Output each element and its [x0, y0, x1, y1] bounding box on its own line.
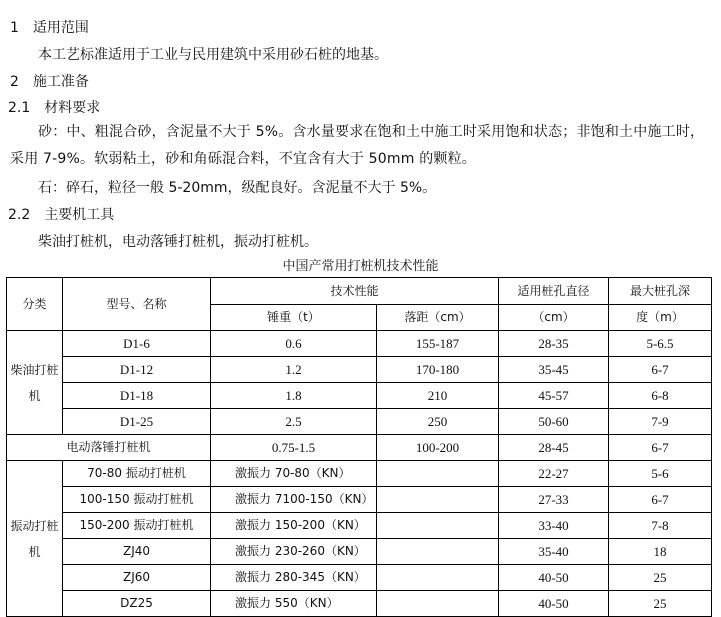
table-row [7, 461, 712, 487]
cell-depth: 7-9 [609, 409, 712, 435]
cell-force: 激振力 70-80（KN） [211, 461, 377, 487]
cell-diameter: 40-50 [499, 591, 609, 617]
cell-drop: 210 [377, 383, 499, 409]
cell-depth: 5-6.5 [609, 331, 712, 357]
table-row [7, 591, 712, 617]
cell-model: 70-80 振动打桩机 [63, 461, 211, 487]
scope-paragraph: 本工艺标准适用于工业与民用建筑中采用砂石桩的地基。 [38, 47, 388, 63]
sand-paragraph: 砂：中、粗混合砂，含泥量不大于 5%。含水量要求在饱和土中施工时采用饱和状态；非饱和土中施工时，采用 7-9%。软弱粘土，砂和角砾混合料，不宜含有大于 50mm 的颗粒。 [10, 124, 705, 167]
table-row [7, 539, 712, 565]
cell-diameter: 33-40 [499, 513, 609, 539]
cell-force: 激振力 550（KN） [211, 591, 377, 617]
cell-depth: 25 [609, 565, 712, 591]
cell-model: ZJ40 [63, 539, 211, 565]
header-tech: 技术性能 [211, 278, 499, 305]
pile-driver-table [6, 277, 712, 617]
header-drop-height: 落距（cm） [377, 305, 499, 331]
table-row [7, 435, 712, 461]
cell-diameter: 27-33 [499, 487, 609, 513]
cell-diameter: 28-45 [499, 435, 609, 461]
table-header-row [7, 278, 712, 305]
cell-diameter: 45-57 [499, 383, 609, 409]
cell-force: 激振力 280-345（KN） [211, 565, 377, 591]
cell-diameter: 28-35 [499, 331, 609, 357]
cell-drop: 100-200 [377, 435, 499, 461]
header-category: 分类 [7, 278, 63, 331]
cell-diameter: 22-27 [499, 461, 609, 487]
header-model: 型号、名称 [63, 278, 211, 331]
table-row [7, 565, 712, 591]
header-diameter-line1: 适用桩孔直径 [499, 278, 609, 305]
cell-diameter: 35-45 [499, 357, 609, 383]
table-row [7, 331, 712, 357]
cell-drop-empty [377, 487, 499, 513]
cell-depth: 6-7 [609, 357, 712, 383]
cell-depth: 6-8 [609, 383, 712, 409]
cell-depth: 5-6 [609, 461, 712, 487]
cell-drop: 250 [377, 409, 499, 435]
section-heading-preparation: 2 施工准备 [10, 74, 89, 90]
cell-model: 150-200 振动打桩机 [63, 513, 211, 539]
subsection-heading-tools: 2.2 主要机工具 [8, 207, 115, 223]
cell-force: 激振力 150-200（KN） [211, 513, 377, 539]
cell-depth: 7-8 [609, 513, 712, 539]
header-depth-line2: 度（m） [609, 305, 712, 331]
cell-force: 激振力 7100-150（KN） [211, 487, 377, 513]
group-vibro: 振动打桩机 [7, 461, 63, 617]
cell-drop: 170-180 [377, 357, 499, 383]
cell-drop: 155-187 [377, 331, 499, 357]
cell-model: 100-150 振动打桩机 [63, 487, 211, 513]
header-diameter-line2: （cm） [499, 305, 609, 331]
cell-model: D1-18 [63, 383, 211, 409]
subsection-heading-materials: 2.1 材料要求 [8, 100, 101, 116]
cell-weight: 1.2 [211, 357, 377, 383]
cell-diameter: 40-50 [499, 565, 609, 591]
cell-weight: 2.5 [211, 409, 377, 435]
table-row [7, 487, 712, 513]
gravel-paragraph: 石：碎石，粒径一般 5-20mm，级配良好。含泥量不大于 5%。 [38, 180, 437, 196]
group-diesel: 柴油打桩机 [7, 331, 63, 435]
section-heading-scope: 1 适用范围 [10, 20, 89, 36]
cell-model: D1-25 [63, 409, 211, 435]
cell-depth: 18 [609, 539, 712, 565]
cell-weight: 0.75-1.5 [211, 435, 377, 461]
cell-depth: 6-7 [609, 435, 712, 461]
group-electric: 电动落锤打桩机 [7, 435, 211, 461]
cell-depth: 6-7 [609, 487, 712, 513]
table-row [7, 513, 712, 539]
cell-depth: 25 [609, 591, 712, 617]
cell-diameter: 50-60 [499, 409, 609, 435]
header-hammer-weight: 锤重（t） [211, 305, 377, 331]
table-row [7, 409, 712, 435]
cell-force: 激振力 230-260（KN） [211, 539, 377, 565]
cell-model: D1-6 [63, 331, 211, 357]
tools-paragraph: 柴油打桩机，电动落锤打桩机，振动打桩机。 [38, 234, 318, 250]
cell-weight: 1.8 [211, 383, 377, 409]
cell-drop-empty [377, 565, 499, 591]
cell-weight: 0.6 [211, 331, 377, 357]
table-caption: 中国产常用打桩机技术性能 [282, 259, 439, 274]
cell-model: ZJ60 [63, 565, 211, 591]
cell-model: D1-12 [63, 357, 211, 383]
header-depth-line1: 最大桩孔深 [609, 278, 712, 305]
cell-diameter: 35-40 [499, 539, 609, 565]
cell-model: DZ25 [63, 591, 211, 617]
cell-drop-empty [377, 461, 499, 487]
table-row [7, 357, 712, 383]
cell-drop-empty [377, 513, 499, 539]
cell-drop-empty [377, 539, 499, 565]
table-row [7, 383, 712, 409]
cell-drop-empty [377, 591, 499, 617]
